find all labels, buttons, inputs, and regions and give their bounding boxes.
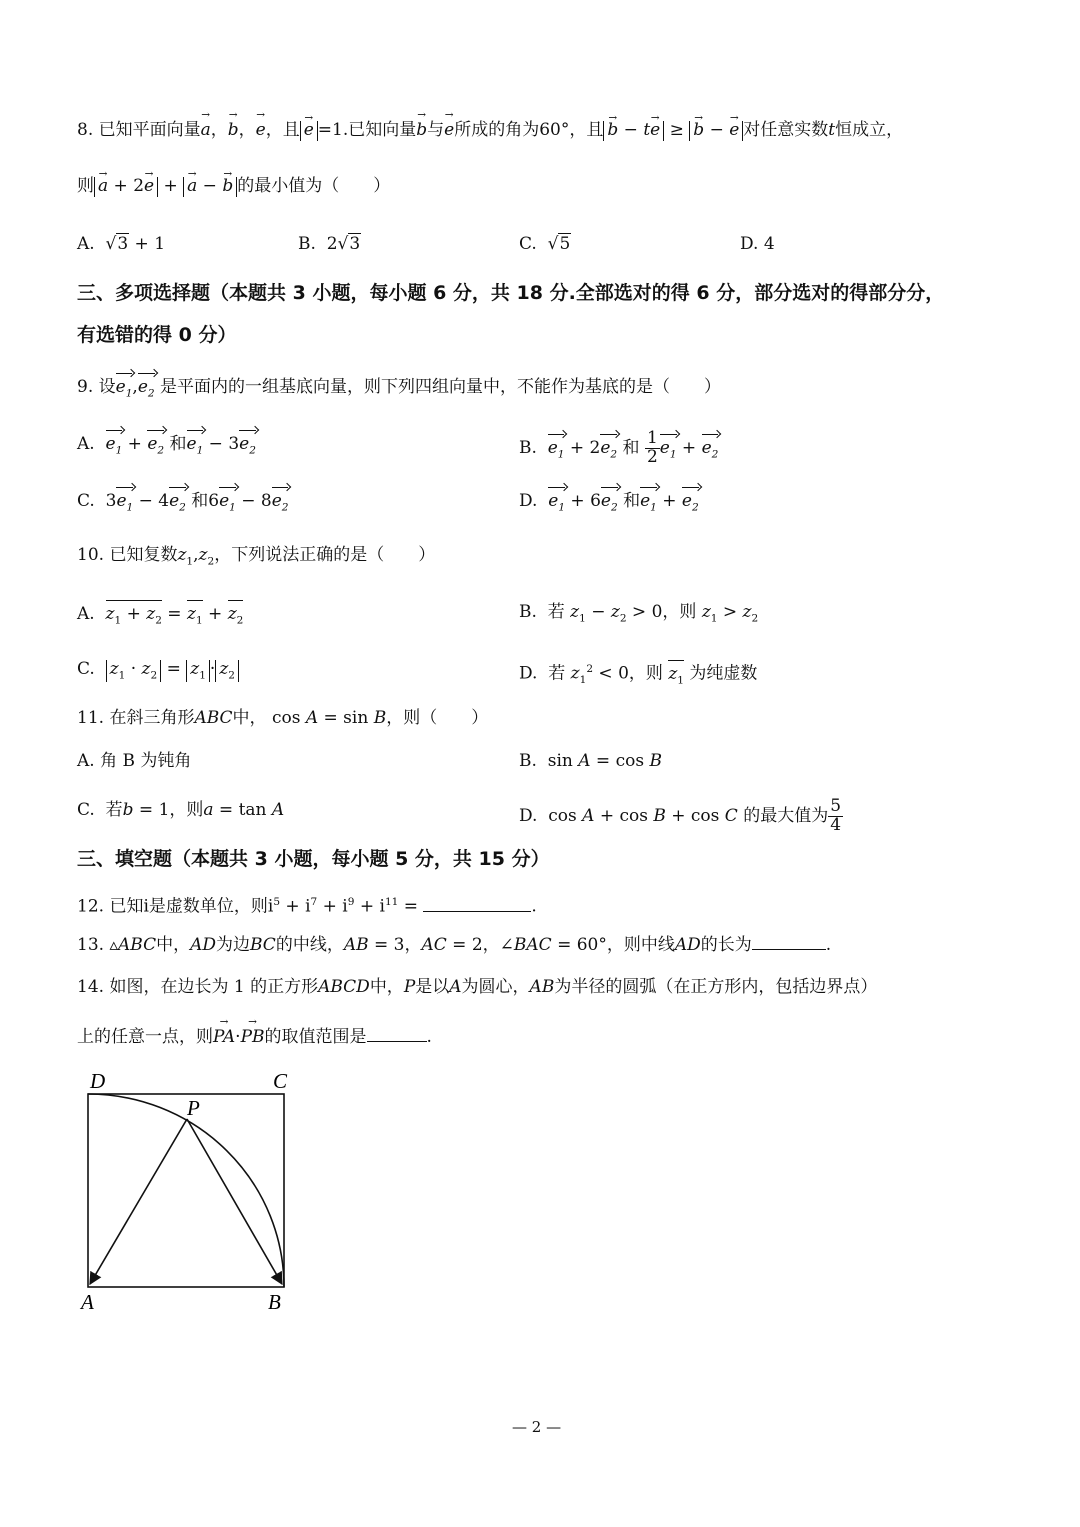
arc-centered-a: [88, 1094, 284, 1287]
q8-line1: 8. 已知平面向量→ a，→ b，→ e，且→ e =1.已知向量→ b与→ e所成的角为60°，且→ b − t→ e ≥ → b − → e 对任意实数t恒成立，: [77, 118, 903, 142]
q8-line2: 则→ a + 2→ e + → a − → b 的最小值为（ ）: [77, 174, 390, 198]
q9-option-c[interactable]: C. $3e_1 - 4e_2$ 和$6e_1 - 8e_2$: [77, 487, 288, 519]
q13-answer-blank[interactable]: [752, 949, 826, 950]
q14-answer-blank[interactable]: [367, 1041, 427, 1042]
q13-line: 13. ▵ABC中，AD为边BC的中线，AB = 3，AC = 2，∠BAC = 60°，则中线AD的长为 .: [77, 935, 832, 955]
label-b: B: [268, 1290, 281, 1314]
q11-option-b[interactable]: B. sin A = cos B: [519, 751, 662, 771]
q12-line: 12. 已知i是虚数单位，则$i^5 + i^7 + i^9 + i^{11}$ = .: [77, 896, 537, 917]
section-multi-choice-header: 三、多项选择题（本题共 3 小题，每小题 6 分，共 18 分.全部选对的得 6 分，部分选对的得部分分，: [77, 282, 945, 304]
q8-option-d[interactable]: D. 4: [740, 234, 775, 254]
q10-option-a[interactable]: A. $z_1 + z_2 = z_1 + z_2$: [77, 600, 243, 632]
label-c: C: [273, 1069, 288, 1093]
label-a: A: [81, 1290, 94, 1314]
q9-option-b[interactable]: B. $e_1 + 2e_2$ 和 $\frac{1}{2}$ $e_1 + e_2$: [519, 428, 719, 467]
q11-option-d[interactable]: D. cos A + cos B + cos C 的最大值为 $\frac{5}{4}$: [519, 796, 842, 835]
square-abcd: [88, 1094, 284, 1287]
q11-stem: 11. 在斜三角形ABC中， cos A = sin B，则（ ）: [77, 708, 489, 728]
vector-pb: [187, 1119, 282, 1284]
label-p: P: [187, 1096, 200, 1120]
page-number: — 2 —: [512, 1418, 562, 1436]
q9-option-a[interactable]: A. $e_1 + e_2$ 和$e_1 - 3e_2$: [77, 430, 256, 462]
q8-option-c[interactable]: C. √5: [519, 234, 571, 254]
q8-option-b[interactable]: B. 2√3: [298, 234, 361, 254]
section-fill-blank-header: 三、填空题（本题共 3 小题，每小题 5 分，共 15 分）: [77, 848, 550, 870]
q12-answer-blank[interactable]: [423, 911, 531, 912]
q10-option-c[interactable]: C. $z_1 \cdot z_2 = z_1 \cdot z_2$: [77, 657, 239, 682]
vector-pa: [90, 1119, 187, 1284]
q14-line1: 14. 如图，在边长为 1 的正方形ABCD中，P是以A为圆心，AB为半径的圆弧（在正方形内，包括边界点）: [77, 977, 878, 997]
q9-stem: 9. 设$e_1,e_2$ 是平面内的一组基底向量，则下列四组向量中，不能作为基底的是（ ）: [77, 373, 721, 405]
q10-stem: 10. 已知复数$z_1,z_2$，下列说法正确的是（ ）: [77, 545, 436, 568]
q10-option-d[interactable]: D. 若 $z_1^2 < 0$，则 $z_1$ 为纯虚数: [519, 657, 757, 692]
q10-option-b[interactable]: B. 若 $z_1 - z_2 > 0$，则 $z_1 > z_2$: [519, 602, 759, 625]
label-d: D: [90, 1069, 106, 1093]
q11-option-a[interactable]: A. 角 B 为钝角: [77, 751, 192, 771]
q9-option-d[interactable]: D. $e_1 + 6e_2$ 和$e_1 + e_2$: [519, 487, 699, 519]
section-multi-choice-header-line2: 有选错的得 0 分）: [77, 324, 237, 346]
q8-option-a[interactable]: A. √3 + 1: [77, 234, 166, 254]
q14-line2: 上的任意一点，则→ PA·→ PB的取值范围是 .: [77, 1025, 432, 1049]
q11-option-c[interactable]: C. 若b = 1，则a = tan A: [77, 800, 285, 820]
square-arc-figure: [70, 1066, 310, 1316]
